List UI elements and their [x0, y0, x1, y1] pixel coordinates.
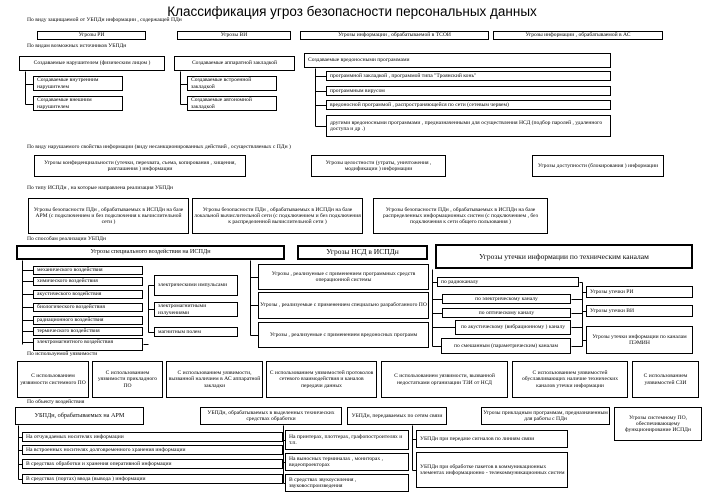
- special-impact-item: биологического воздействия: [33, 303, 143, 312]
- hw-item: В средствах звукоусиления , звуковоспроизведения: [285, 474, 409, 492]
- special-impact-item: химического воздействия: [33, 277, 143, 286]
- row3-box: Угрозы конфиденциальности (утечки, перехвата, съема, копирования , хищения, разглашения ) информации: [34, 155, 246, 177]
- row5-box: Угрозы утечки информации по техническим каналам: [435, 244, 693, 269]
- row6-box: С использованием уязвимости, вызванной наличием в АС аппаратной закладки: [166, 361, 263, 398]
- row3-label: По виду нарушаемого свойства информации (виду несанкционированных действий , осуществляемых с ПДн ): [27, 144, 291, 150]
- em-subbox: магнитным полем: [154, 327, 238, 337]
- leak-type: Угрозы утечки информации по каналам ПЭМИН: [586, 326, 693, 354]
- row2-subbox: Создаваемые внешним нарушителем: [33, 96, 123, 111]
- arm-item: На отчуждаемых носителях информации: [22, 432, 283, 442]
- row7-box: Угрозы прикладным программам, предназначенным для работы с ПДн: [481, 407, 610, 425]
- leak-type: Угрозы утечки РИ: [586, 286, 693, 298]
- row6-box: С использованием уязвимостей протоколов сетевого взаимодействия и каналов передачи данных: [266, 361, 377, 398]
- row4-label: По типу ИСПДн , на которые направлена реализация УБПДн: [27, 185, 174, 191]
- row1-label: По виду защищаемой от УБПДн информации , содержащей ПДн: [27, 17, 182, 23]
- row6-box: С использованием уязвимости, вызванной недостатками организации ТЗИ от НСД: [381, 361, 508, 398]
- row1-box: Угрозы РИ: [37, 31, 146, 40]
- row2-subbox: программной закладкой , программой типа "Троянский конь": [326, 71, 611, 81]
- hw-item: На принтерах, плоттерах, графопостроителях и т.п.: [285, 430, 409, 450]
- row7-box: Угрозы системному ПО, обеспечивающему функционирование ИСПДн: [614, 407, 702, 441]
- special-impact-item: радиационного воздействия: [33, 316, 143, 325]
- row5-box: Угрозы специального воздействия на ИСПДн: [16, 245, 285, 260]
- hw-item: На выносных терминалах , мониторах , видеопроекторах: [285, 453, 409, 471]
- row2-box: Создаваемые вредоносными программами: [304, 53, 611, 68]
- row3-box: Угрозы целостности (утраты, уничтожения , модификации ) информации: [311, 155, 446, 177]
- row2-subbox: вредоносной программой , распространяющейся по сети (сетевым червем): [326, 100, 611, 110]
- row7-label: По объекту воздействия: [27, 399, 85, 405]
- special-impact-item: механического воздействия: [33, 266, 143, 275]
- row7-box: УБПДн, обрабатываемых на АРМ: [15, 407, 144, 425]
- row6-box: С использованием уязвимостей обуславливающих наличие технических каналов утечки информации: [512, 361, 628, 398]
- leak-channel: по электрическому каналу: [442, 294, 571, 304]
- net-item: УБПДн при обработке пакетов в коммуникационных элементах информационно - телекоммуникационных систем: [416, 452, 568, 488]
- leak-channel: по акустическому (вибрационному ) каналу: [455, 320, 571, 335]
- row4-box: Угрозы безопасности ПДн , обрабатываемых в ИСПДн на базе распределенных информационных систем (с подключением , без подключения к сети общего пользования ): [373, 198, 548, 234]
- row6-box: С использованием уязвимостей СЗИ: [632, 361, 699, 398]
- net-item: УБПДн при передаче сигналов по линиям связи: [416, 430, 568, 448]
- row6-box: С использованием уязвимости прикладного ПО: [92, 361, 163, 398]
- row7-box: УБПДн, обрабатываемых в выделенных технических средствах обработки: [200, 407, 342, 425]
- nsd-subbox: Угрозы , реализуемые с применением специально разработанного ПО: [258, 292, 429, 319]
- special-impact-item: электромагнитного воздействия: [33, 338, 143, 351]
- row1-box: Угрозы информации , обрабатываемой в ТСОИ: [300, 31, 489, 40]
- row2-subbox: Создаваемые внутренним нарушителем: [33, 76, 123, 91]
- row1-box: Угрозы информации , обрабатываемой в АС: [493, 31, 663, 40]
- row2-subbox: программным вирусом: [326, 86, 611, 96]
- arm-item: В средствах (портах) ввода (вывода ) информации: [22, 474, 283, 484]
- row2-subbox: Создаваемые автономной закладкой: [187, 96, 277, 111]
- row5-label: По способам реализации УБПДн: [27, 236, 106, 242]
- leak-channel: по смешанным (параметрическим) каналам: [441, 338, 571, 354]
- row4-box: Угрозы безопасности ПДн , обрабатываемых в ИСПДн на базе АРМ (с подключением и без подключения к вычислительной сети ): [28, 198, 189, 234]
- row7-box: УБПДн, передаваемых по сетям связи: [347, 407, 447, 425]
- special-impact-item: термического воздействия: [33, 327, 143, 336]
- row2-subbox: Создаваемые встроенной закладкой: [187, 76, 277, 91]
- leak-channel: по оптическому каналу: [442, 308, 571, 318]
- row2-box: Создаваемые аппаратной закладкой: [174, 56, 295, 71]
- row2-subbox: другими вредоносными программами , предназначенными для осуществления НСД (подбор паролей , удаленного доступа и др .): [326, 115, 611, 137]
- row2-label: По видам возможных источников УБПДн: [27, 43, 127, 49]
- nsd-subbox: Угрозы , реализуемые с применением вредоносных программ: [258, 322, 429, 348]
- arm-item: В средствах обработки и хранения оперативной информации: [22, 459, 283, 469]
- em-subbox: электромагнитными излучениями: [154, 302, 238, 317]
- leak-channel: по радиоканалу: [437, 277, 579, 287]
- row5-box: Угрозы НСД в ИСПДн: [297, 245, 428, 260]
- page-title: Классификация угроз безопасности персональных данных: [167, 4, 537, 19]
- row4-box: Угрозы безопасности ПДн , обрабатываемых в ИСПДн на базе локальной вычислительной сети (с подключением и без подключения к распределенной вычислительной сети ): [192, 198, 363, 234]
- special-impact-item: акустического воздействия: [33, 290, 143, 299]
- row2-box: Создаваемые нарушителем (физическим лицом ): [19, 56, 165, 71]
- row3-box: Угрозы доступности (блокирования ) информации: [532, 155, 664, 177]
- arm-item: На встроенных носителях долговременного хранения информации: [22, 445, 283, 455]
- row6-box: С использованием уязвимости системного ПО: [17, 361, 89, 398]
- em-subbox: электрическими импульсами: [154, 275, 238, 296]
- row6-label: По используемой уязвимости: [27, 351, 98, 357]
- leak-type: Угрозы утечки ВИ: [586, 305, 693, 317]
- row1-box: Угрозы ВИ: [177, 31, 291, 40]
- nsd-subbox: Угрозы , реализуемые с применением программных средств операционной системы: [258, 264, 429, 290]
